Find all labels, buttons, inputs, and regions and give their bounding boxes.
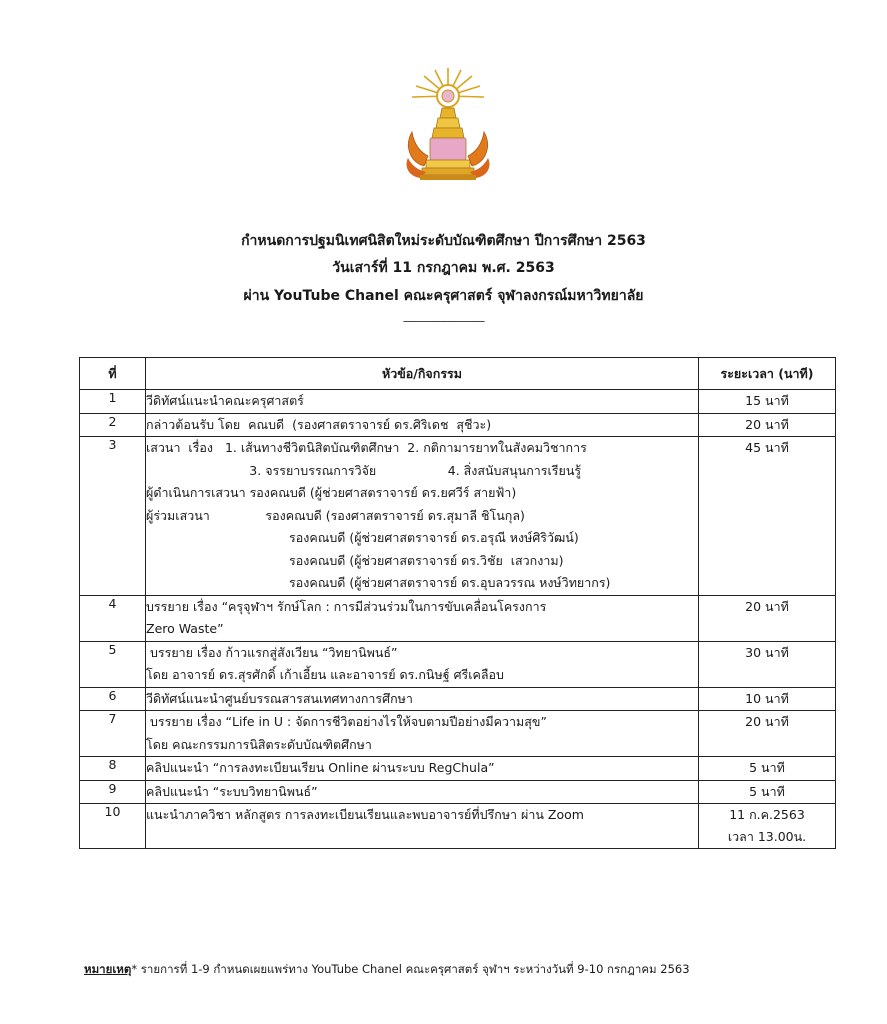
table-row xyxy=(80,757,836,781)
row-activity xyxy=(146,780,699,804)
row-duration xyxy=(699,804,836,849)
duration-line: 45 นาที xyxy=(745,440,789,455)
activity-line: กล่าวต้อนรับ โดย คณบดี (รองศาสตราจารย์ ดร.ศิริเดช สุชีวะ) xyxy=(146,416,492,432)
row-activity xyxy=(146,437,699,596)
duration-line: 10 นาที xyxy=(745,690,789,706)
table-row xyxy=(80,711,836,757)
activity-line: รองคณบดี (ผู้ช่วยศาสตราจารย์ ดร.อรุณี หงษ์ศิริวัฒน์) xyxy=(146,530,579,545)
activity-line: ผู้ดำเนินการเสวนา รองคณบดี (ผู้ช่วยศาสตราจารย์ ดร.ยศวีร์ สายฟ้า) xyxy=(146,485,517,500)
table-row xyxy=(80,687,836,711)
row-duration xyxy=(699,390,836,414)
duration-line: 20 นาที xyxy=(745,714,789,729)
activity-line: รองคณบดี (ผู้ช่วยศาสตราจารย์ ดร.วิชัย เสวกงาม) xyxy=(146,552,564,568)
row-number: 1 xyxy=(80,390,146,414)
row-number: 10 xyxy=(80,804,146,849)
activity-line: เสวนา เรื่อง 1. เส้นทางชีวิตนิสิตบัณฑิตศึกษา 2. กติกามารยาทในสังคมวิชาการ xyxy=(146,440,587,455)
row-number: 8 xyxy=(80,757,146,781)
row-number: 6 xyxy=(80,687,146,711)
row-activity xyxy=(146,390,699,414)
row-activity xyxy=(146,804,699,849)
row-duration xyxy=(699,687,836,711)
document-date: วันเสาร์ที่ 11 กรกฎาคม พ.ศ. 2563 xyxy=(332,260,555,276)
activity-line: วีดิทัศน์แนะนำคณะครุศาสตร์ xyxy=(146,393,304,408)
activity-line: โดย คณะกรรมการนิสิตระดับบัณฑิตศึกษา xyxy=(146,736,372,752)
activity-line: คลิปแนะนำ “การลงทะเบียนเรียน Online ผ่านระบบ RegChula” xyxy=(146,760,495,775)
header-divider: ________________ xyxy=(403,308,484,322)
activity-line: โดย อาจารย์ ดร.สุรศักดิ์ เก้าเอี้ยน และอาจารย์ ดร.กนิษฐ์ ศรีเคลือบ xyxy=(146,667,504,682)
duration-line: 20 นาที xyxy=(745,416,789,432)
row-duration xyxy=(699,595,836,641)
table-row xyxy=(80,780,836,804)
footnote-label: หมายเหตุ xyxy=(84,962,132,976)
row-duration xyxy=(699,413,836,437)
chula-emblem-icon xyxy=(402,66,494,188)
row-number: 3 xyxy=(80,437,146,596)
row-activity xyxy=(146,413,699,437)
row-activity xyxy=(146,711,699,757)
row-number: 4 xyxy=(80,595,146,641)
row-activity xyxy=(146,687,699,711)
row-number: 2 xyxy=(80,413,146,437)
duration-line: 15 นาที xyxy=(745,393,789,408)
duration-line: 5 นาที xyxy=(749,760,785,775)
duration-line: 5 นาที xyxy=(749,783,785,799)
activity-line: ผู้ร่วมเสวนา รองคณบดี (รองศาสตราจารย์ ดร.สุมาลี ชิโนกุล) xyxy=(146,507,525,523)
table-row xyxy=(80,413,836,437)
row-number: 9 xyxy=(80,780,146,804)
table-row xyxy=(80,804,836,849)
row-activity xyxy=(146,595,699,641)
row-duration xyxy=(699,780,836,804)
table-row xyxy=(80,390,836,414)
document-title: กำหนดการปฐมนิเทศนิสิตใหม่ระดับบัณฑิตศึกษา ปีการศึกษา 2563 xyxy=(241,233,646,249)
document-channel: ผ่าน YouTube Chanel คณะครุศาสตร์ จุฬาลงกรณ์มหาวิทยาลัย xyxy=(243,288,644,304)
activity-line: แนะนำภาควิชา หลักสูตร การลงทะเบียนเรียนและพบอาจารย์ที่ปรึกษา ผ่าน Zoom xyxy=(146,807,584,822)
row-duration xyxy=(699,757,836,781)
table-row xyxy=(80,437,836,596)
activity-line: 3. จรรยาบรรณการวิจัย 4. สิ่งสนับสนุนการเรียนรู้ xyxy=(146,462,582,478)
row-activity xyxy=(146,641,699,687)
row-number: 7 xyxy=(80,711,146,757)
table-row xyxy=(80,595,836,641)
schedule-table xyxy=(79,357,836,849)
activity-line: รองคณบดี (ผู้ช่วยศาสตราจารย์ ดร.อุบลวรรณ หงษ์วิทยากร) xyxy=(146,575,611,590)
activity-line: Zero Waste” xyxy=(146,621,224,636)
row-activity xyxy=(146,757,699,781)
column-header-duration: ระยะเวลา (นาที) xyxy=(699,358,836,390)
duration-line: 20 นาที xyxy=(745,598,789,614)
row-duration xyxy=(699,711,836,757)
duration-line: 30 นาที xyxy=(745,644,789,660)
table-header-row xyxy=(80,358,836,390)
table-row xyxy=(80,641,836,687)
activity-line: วีดิทัศน์แนะนำศูนย์บรรณสารสนเทศทางการศึกษา xyxy=(146,690,413,706)
footnote-text: * รายการที่ 1-9 กำหนดเผยแพร่ทาง YouTube Chanel คณะครุศาสตร์ จุฬาฯ ระหว่างวันที่ 9-10 กรกฎาคม 2563 xyxy=(131,962,690,976)
column-header-number: ที่ xyxy=(80,358,146,390)
activity-line: บรรยาย เรื่อง “ครุจุฬาฯ รักษ์โลก : การมีส่วนร่วมในการขับเคลื่อนโครงการ xyxy=(146,598,547,614)
duration-line: 11 ก.ค.2563 xyxy=(729,807,805,822)
activity-line: บรรยาย เรื่อง ก้าวแรกสู่สังเวียน “วิทยานิพนธ์” xyxy=(146,644,398,660)
activity-line: บรรยาย เรื่อง “Life in U : จัดการชีวิตอย่างไรให้จบตามปีอย่างมีความสุข” xyxy=(146,714,547,729)
row-duration xyxy=(699,437,836,596)
column-header-activity: หัวข้อ/กิจกรรม xyxy=(146,358,699,390)
duration-line: เวลา 13.00น. xyxy=(727,829,807,844)
footnote xyxy=(84,961,690,979)
activity-line: คลิปแนะนำ “ระบบวิทยานิพนธ์” xyxy=(146,783,318,799)
row-duration xyxy=(699,641,836,687)
row-number: 5 xyxy=(80,641,146,687)
